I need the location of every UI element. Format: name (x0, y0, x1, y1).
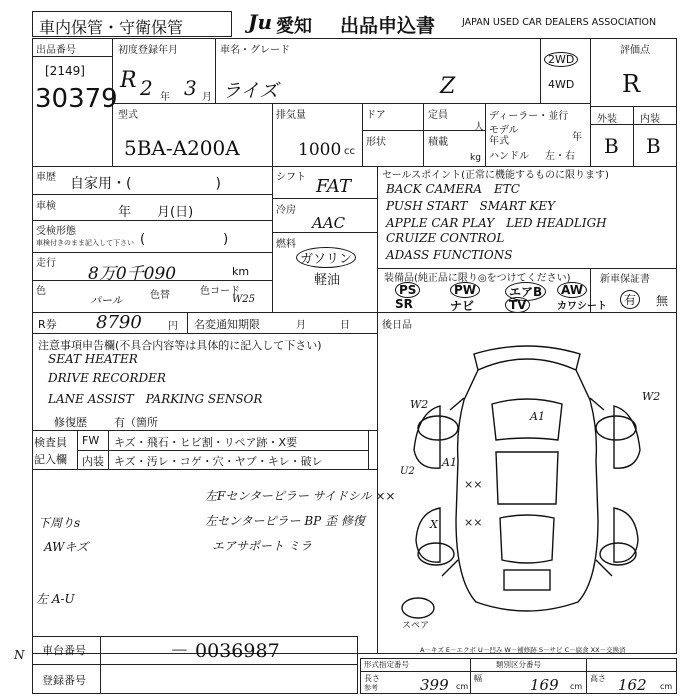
association-name: JAPAN USED CAR DEALERS ASSOCIATION (462, 17, 657, 28)
repair-label: 修復歴 (54, 416, 87, 429)
reg-era: R (120, 68, 137, 93)
length-unit: cm (456, 682, 469, 691)
disp-value: 1000 (298, 140, 342, 160)
ref-label-1: 形式指定番号 (364, 660, 409, 669)
note-item: LANE ASSIST PARKING SENSOR (48, 392, 263, 406)
disp-unit: cc (344, 146, 355, 157)
cap-label: 定員 (428, 110, 448, 121)
ext-score: B (604, 134, 619, 158)
interior-items: キズ・汚レ・コゲ・穴・ヤブ・キレ・破レ (114, 455, 323, 468)
left-note-1: 下周りs (38, 516, 81, 530)
accept-label: 受検形態 (36, 226, 76, 237)
dealer-year: 年式 (489, 136, 509, 147)
repair-value: 有（箇所 (114, 416, 158, 429)
name-label: 車名・グレード (220, 45, 290, 56)
mileage-value: 8万0千090 (88, 264, 177, 284)
disp-label: 排気量 (276, 110, 306, 121)
width-unit: cm (570, 682, 583, 691)
shift-value: FAT (316, 176, 351, 197)
chassis-side-mark: N (14, 648, 25, 662)
recycle-label: R券 (38, 318, 57, 331)
recycle-value: 8790 (96, 312, 142, 333)
equipment-item: エアB (505, 282, 546, 301)
regnum-label: 登録番号 (42, 674, 86, 687)
load-label: 積載 (428, 137, 448, 148)
sales-label: セールスポイント(正常に機能するものに限ります) (382, 170, 609, 181)
storage-title: 車内保管・守衛保管 (39, 18, 184, 37)
lot-small: [2149] (45, 64, 85, 78)
sales-point: APPLE CAR PLAY LED HEADLIGH (386, 216, 607, 230)
reg-label: 初度登録年月 (118, 45, 178, 56)
sales-point: PUSH START SMART KEY (386, 199, 556, 213)
reg-year: 2 (140, 76, 153, 100)
height-unit: cm (660, 682, 673, 691)
shape-label: 形状 (366, 137, 386, 148)
diagram-xx-3: X (430, 518, 438, 531)
fuel-gasoline: ガソリン (296, 247, 356, 268)
fuel-diesel: 軽油 (314, 273, 341, 288)
checker-label-2: 記入欄 (34, 453, 67, 466)
equipment-item: AW (557, 282, 587, 298)
color-value: パール (90, 294, 123, 307)
comment-1: 左Fセンターピラー サイドシル ×× (205, 489, 396, 503)
inspect-day: 日 (340, 320, 350, 331)
ac-label: 冷房 (276, 205, 296, 216)
equip-label: 装備品(純正品に限り◎をつけてください) (384, 273, 571, 284)
comment-3: エアサポート ミラ (212, 539, 312, 553)
ac-value: AAC (312, 214, 346, 232)
history-label: 車歴 (36, 172, 56, 183)
sales-point: CRUIZE CONTROL (386, 231, 505, 245)
accept-value: ( ) (140, 232, 229, 247)
length-value: 399 (420, 676, 449, 694)
ref-label-2: 類別区分番号 (496, 660, 541, 669)
reg-month: 3 (184, 76, 197, 100)
brand-name: 愛知 (276, 16, 312, 37)
equipment-item: PS (395, 282, 420, 298)
color-code-label: 色コード (200, 286, 240, 297)
warranty-no: 無 (656, 294, 669, 308)
form-title: 出品申込書 (340, 15, 436, 37)
int-label: 内装 (640, 114, 660, 125)
dealer-label: ディーラー・並行 (489, 111, 569, 122)
drive-2wd: 2WD (544, 52, 578, 67)
equipment-item: カワシート (557, 301, 607, 312)
color-label: 色 (36, 286, 46, 297)
interior-label: 内装 (82, 455, 104, 468)
height-label: 高さ (590, 674, 606, 683)
drive-4wd: 4WD (548, 78, 575, 91)
ref-label-l: 参考 (364, 684, 378, 692)
diagram-w2-right: W2 (642, 390, 661, 403)
diagram-a1-side: A1 (442, 456, 457, 469)
dealer-model: モデル (489, 125, 519, 136)
storage-title-box (32, 11, 232, 37)
equipment-item: SR (395, 297, 413, 311)
car-model: ライズ (222, 80, 279, 102)
warranty-label: 新車保証書 (600, 274, 650, 285)
fw-label: FW (82, 434, 100, 447)
score-label: 評価点 (620, 45, 650, 56)
left-note-2: AWキズ (44, 540, 89, 554)
int-score: B (646, 134, 661, 158)
color-change-label: 色替 (150, 290, 170, 301)
car-grade: Z (440, 74, 456, 99)
type-value: 5BA-A200A (124, 136, 240, 160)
width-value: 169 (530, 676, 559, 694)
mileage-label: 走行 (36, 258, 56, 269)
equipment-item: TV (505, 297, 530, 313)
fuel-label: 燃料 (276, 239, 296, 250)
reg-year-unit: 年 (160, 92, 170, 103)
checker-label-1: 検査員 (34, 436, 67, 449)
width-label: 幅 (474, 674, 482, 683)
accept-note: 車検付きのまま記入して下さい (36, 239, 134, 247)
score-value: R (622, 70, 641, 98)
sales-point: BACK CAMERA ETC (386, 182, 520, 196)
load-unit: kg (470, 153, 481, 163)
shift-label: シフト (276, 172, 306, 183)
lot-number: 30379 (35, 84, 118, 114)
diagram-w2-left: W2 (410, 398, 429, 411)
history-value: 自家用・( ) (70, 176, 221, 192)
inspect-month: 月 (296, 320, 306, 331)
left-note-3: 左 A-U (36, 592, 75, 606)
handle-opts: 左・右 (545, 151, 575, 162)
warranty-yes: 有 (620, 290, 640, 309)
cap-unit: 人 (474, 122, 484, 133)
chassis-value: － 0036987 (170, 640, 280, 662)
diagram-xx-1: ×× (464, 478, 483, 491)
shaken-value: 年 月(日) (118, 205, 194, 220)
chassis-label: 車台番号 (42, 644, 86, 657)
diagram-xx-2: ×× (464, 516, 483, 529)
mileage-unit: km (232, 265, 250, 278)
color-code: W25 (232, 294, 256, 305)
diagram-a1-top: A1 (530, 410, 545, 423)
diagram-spare: スペア (402, 621, 430, 631)
after-label: 後日品 (382, 320, 412, 331)
comment-2: 左センターピラー BP 歪 修復 (205, 514, 365, 528)
door-label: ドア (366, 110, 386, 121)
ju-logo: Ju (248, 10, 273, 34)
notes-label: 注意事項申告欄(不具合内容等は具体的に記入して下さい) (38, 339, 322, 352)
ext-label: 外装 (597, 114, 617, 125)
lot-label: 出品番号 (36, 45, 76, 56)
reg-month-unit: 月 (202, 92, 212, 103)
recycle-unit: 円 (168, 321, 178, 332)
shaken-label: 車検 (36, 201, 56, 212)
length-label: 長さ (364, 674, 380, 683)
dealer-year-unit: 年 (572, 132, 582, 143)
height-value: 162 (618, 676, 647, 694)
note-item: SEAT HEATER (48, 352, 138, 366)
diagram-u2: U2 (400, 466, 415, 477)
type-label: 型式 (118, 110, 138, 121)
car-diagram (378, 340, 676, 630)
equipment-item: ナビ (450, 299, 475, 313)
fw-items: キズ・飛石・ヒビ割・リペア跡・X要 (114, 436, 298, 449)
inspect-label: 名変通知期限 (194, 318, 260, 331)
handle-label: ハンドル (489, 151, 529, 162)
note-item: DRIVE RECORDER (48, 371, 166, 385)
sales-point: ADASS FUNCTIONS (386, 248, 513, 262)
equipment-item: PW (450, 282, 480, 298)
damage-legend: A－キズ E－エクボ U－凹み W－補修跡 S－サビ C－腐食 XX－交換済 (420, 646, 626, 654)
